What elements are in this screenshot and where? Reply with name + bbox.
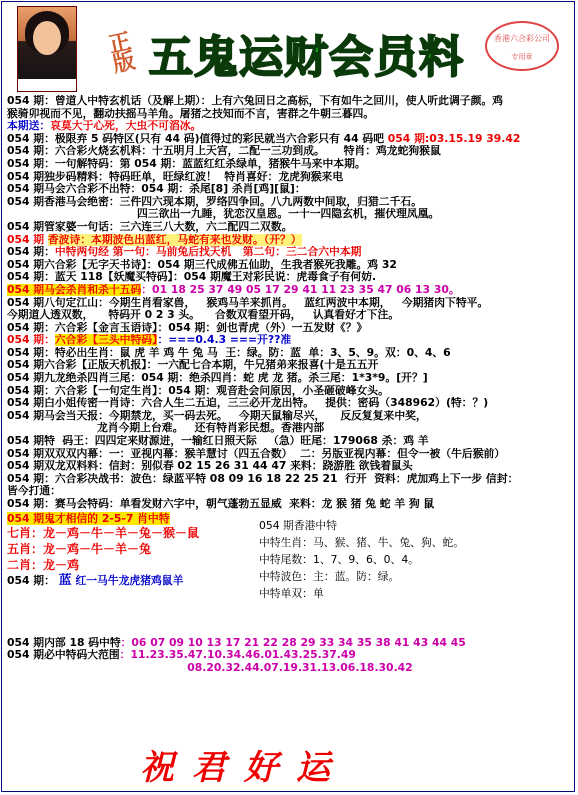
line-text: 反反复复来中奖，	[340, 409, 427, 422]
line-text: 龙肖今期上台难。	[97, 422, 184, 435]
line-title: 054 期：六合彩决战书	[7, 472, 120, 485]
line-issue: 054 期	[7, 233, 45, 246]
line-text: 行开	[345, 472, 367, 485]
line-title: 赛马会特码	[54, 498, 109, 510]
line-text: ：今期禁龙，买一码去死。	[98, 409, 228, 422]
line-text: ：054 期：观音赴会问原因，小圣砸破峰女头。	[157, 384, 389, 397]
line-6	[7, 171, 573, 184]
line-title: 054 期白小姐传密一肖诗	[7, 397, 131, 410]
line-numbers: 054 期:03.15.19 39.42	[387, 132, 521, 145]
line-24	[7, 397, 573, 410]
line-title: 054 期马会六合彩不出特	[7, 183, 131, 196]
split-block	[7, 511, 573, 637]
line-text: 香波诗：本期波色出蓝红，马蛇有来也发财。（开？）	[47, 233, 302, 246]
line-19	[7, 334, 573, 347]
line-title: 054 期独步码精料	[7, 170, 99, 183]
line-label: 本期送：	[7, 120, 51, 133]
line-text: 特肖喜好：龙虎狗猴来电	[224, 170, 344, 183]
line-issue: 054 期：	[7, 384, 55, 397]
seal-top-text: 香港六合彩公司	[494, 34, 550, 43]
line-text: 猴鸡马羊来抓肖。	[206, 296, 293, 309]
seal-bottom-text: 专用章	[511, 53, 533, 61]
line-title: 054 期六合彩【无字天书诗】	[7, 258, 147, 271]
line-8	[7, 196, 573, 209]
right-block	[259, 511, 559, 602]
line-7	[7, 183, 573, 196]
line-18	[7, 322, 573, 335]
line-26	[7, 422, 573, 435]
right-odd: 中特单双：单	[259, 586, 324, 600]
line-issue: 054 期：	[7, 334, 55, 347]
line-text: ：三六连三八大数，六二配四二双数。	[108, 220, 293, 233]
line-text: 第二句：三二合六中本期	[242, 246, 362, 259]
line-27	[7, 435, 573, 448]
bottom-title: 054 期必中特码大范围	[7, 649, 120, 662]
right-zodiac: 中特生肖：马、猴、猪、牛、兔、狗、蛇。	[259, 535, 465, 549]
line-issue: 054 期：	[7, 498, 55, 510]
line-title: 054 期八句定江山	[7, 296, 99, 309]
line-text: ：一：亚视内幕：猴羊慧讨（四五合数）	[98, 447, 293, 460]
line-3	[7, 133, 573, 146]
line-30	[7, 473, 573, 486]
line-text: 第一句：马前兔后找天机	[112, 246, 232, 259]
line-text: 来料：龙 猴 猪 兔 蛇 羊 狗 鼠	[289, 498, 435, 510]
line-text: ：四四定来财源进，一输红日照天际	[84, 435, 257, 448]
bottom-title: 054 期内部 18 码中特	[7, 636, 121, 649]
avatar	[17, 6, 77, 92]
left-blue-wave: 蓝	[58, 573, 72, 589]
line-text: ：054 期：剑也青虎（外）一五发财《？》	[157, 321, 368, 334]
left-five: 五肖：龙－鸡－牛－羊－兔	[7, 542, 152, 557]
line-31	[7, 485, 573, 498]
header	[3, 3, 574, 95]
line-title: 极限弃 5 码特区(只有 44 码)	[54, 132, 200, 145]
edition-label: 正版	[106, 28, 138, 78]
line-title: 码王	[62, 435, 85, 448]
line-text: 二：另版亚视内幕：但令一被（牛后猴前）	[299, 447, 506, 460]
line-text: ：六合人生二五迫，三三必开龙出特。	[130, 397, 315, 410]
line-issue: 054 期：	[7, 157, 55, 170]
line-2	[7, 120, 573, 133]
left-blue-text: 红一马牛龙虎猪鸡鼠羊	[75, 574, 184, 588]
line-0	[7, 95, 573, 108]
line-text: ：十五明月上天宫，二配一三功到成。	[141, 145, 325, 158]
page-title: 五鬼运财会员料	[149, 32, 464, 83]
line-text: 今期天鼠输尽兴，	[238, 409, 326, 422]
avatar-face	[33, 21, 61, 55]
line-9	[7, 208, 573, 221]
line-title: 054 期六合彩【正版天机报】	[7, 359, 147, 372]
line-text: ：第 054 期：蓝蓝红红杀绿单，猪猴牛马来中本期。	[108, 157, 366, 170]
line-issue: 054 期：	[7, 321, 55, 334]
line-14	[7, 271, 573, 284]
line-text: ：054 期：杀尾[8] 杀肖[鸡][鼠]：	[130, 183, 306, 196]
line-text: ：波色：绿蓝平特 08 09 16 18 22 25 21	[119, 472, 338, 485]
line-title: 054 期马会当天报	[7, 409, 99, 422]
line-text: 今期道人透双数，	[7, 309, 94, 322]
avatar-caption	[18, 79, 76, 91]
line-text: ：054 期：绝杀四肖：蛇 虎 龙 猪。杀三尾：1*3*9。[开？]	[130, 372, 428, 385]
line-special: 特肖：鸡龙蛇狗猴鼠	[343, 145, 441, 158]
line-title: 六合彩【三头中特码】	[54, 334, 158, 347]
line-text: 认真看好才下注。	[312, 309, 400, 322]
line-issue: 054 期：	[7, 246, 55, 259]
line-text: ：054 期魔王对彩民说：虎毒食子有何妨.	[172, 271, 377, 284]
line-text: ：054 期三代成佛五仙助，生我者猴死我雕。鸡 32	[146, 258, 397, 271]
left-blue-issue: 054 期：	[7, 574, 55, 588]
bottom-line-1	[7, 649, 573, 662]
left-block	[7, 511, 262, 590]
line-text: 值得过的彩民就当六合彩只有 44 码吧	[199, 132, 385, 145]
line-28	[7, 448, 573, 461]
line-15	[7, 284, 573, 297]
line-text: 王：绿。防：蓝	[225, 346, 301, 359]
line-4	[7, 145, 573, 158]
line-text: ：上有六兔回日之高标，下有如牛之回川，使人听此调子颜。鸡	[200, 95, 503, 107]
content	[7, 95, 573, 674]
line-text: 资料：虎加鸡上下一步 信封：	[374, 472, 519, 485]
left-seven: 七肖：龙－鸡－牛－羊－兔－猴－鼠	[7, 526, 200, 541]
line-16	[7, 297, 573, 310]
left-head	[7, 511, 262, 526]
line-text: （急）旺尾：179068 杀：鸡 羊	[268, 435, 429, 448]
line-title: 六合彩【一句定生肖】	[54, 384, 158, 397]
line-issue: 054 期：	[7, 145, 55, 158]
line-title: 特必出生肖	[54, 346, 109, 359]
line-text: ：三件四六现本期，罗络四争回。八九两数中间取，归猎二千石。	[108, 195, 422, 208]
line-title: 054 期九龙绝杀四肖三尾	[7, 372, 131, 385]
line-5	[7, 158, 573, 171]
line-text: 蓝红两波中本期，	[304, 296, 391, 309]
line-11	[7, 234, 573, 247]
line-title: 一句解特码	[54, 157, 109, 170]
footer-blessing: 祝君好运	[140, 748, 348, 788]
line-text: ：单看发财六字中，朝气蓬勃五显威	[108, 498, 282, 510]
line-title: 中特两句经	[54, 246, 109, 259]
line-10	[7, 221, 573, 234]
line-29	[7, 460, 573, 473]
line-text: ：鼠 虎 羊 鸡 牛 兔 马	[108, 346, 218, 359]
line-text: ：信封：别似春 02 15 26 31 44 47 来料：跷游胜 欲钱着鼠头	[98, 460, 413, 473]
left-head-text: 054 期鬼才相信的 2-5-7 肖中特	[7, 511, 170, 525]
line-title: 六合彩火烧玄机料	[54, 145, 142, 158]
line-title: 054 期马会杀肖和杀十五码	[7, 283, 142, 296]
line-title: 054 期双双双内幕	[7, 447, 99, 460]
line-text: 特码开 0 2 3 头。	[108, 309, 200, 322]
line-title: 054 期双龙双料料	[7, 460, 99, 473]
line-title: 六合彩【金言玉语诗】	[54, 321, 158, 334]
line-title: 曾道人中特玄机话（及解上期）	[54, 95, 201, 107]
line-text: 猴骑卯视而不见，翻动扶摇马羊角。屠猪之技知而不言，害群之牛朝三暮四。	[7, 107, 375, 120]
line-text: 哀莫大于心死，大虫不可滔冰。	[50, 120, 202, 133]
line-23	[7, 385, 573, 398]
line-title: 054 期：蓝天 118【妖魔买特码】	[7, 271, 173, 284]
line-17	[7, 309, 573, 322]
line-numbers: ：01 18 25 37 49 05 17 29 41 11 23 35 47 06 13 30。	[141, 283, 460, 296]
line-text: ：一六配七合本期，牛兄猪弟来报喜(十是五五开	[146, 359, 379, 372]
left-two: 二肖：龙－鸡	[7, 558, 80, 573]
bottom-numbers: ：11.23.35.47.10.34.46.01.43.25.37.49	[119, 649, 356, 662]
bottom-line-2: 08.20.32.44.07.19.31.13.06.18.30.42	[187, 661, 413, 674]
line-22	[7, 372, 573, 385]
right-title: 054 期香港中特	[259, 518, 338, 532]
line-issue: 054 期：	[7, 132, 55, 145]
line-text: 还有特肖彩民想。香港内部	[194, 422, 325, 435]
line-25	[7, 410, 573, 423]
line-text: ：今期生肖看家兽，	[98, 296, 196, 309]
line-12	[7, 246, 573, 259]
line-text: 皆今打通：	[7, 485, 61, 498]
bottom-numbers: ：06 07 09 10 13 17 21 22 28 29 33 34 35 38 41 43 44 45	[120, 636, 466, 649]
seal-stamp	[485, 21, 559, 71]
right-tail: 中特尾数：1、7、9、6、0、4。	[259, 552, 419, 566]
line-issue: 054 期：	[7, 95, 55, 107]
line-text: 今期猪肉下特平。	[401, 296, 489, 309]
line-title: 054 期管家婆一句话	[7, 220, 109, 233]
right-wave: 中特波色：主：蓝。防：绿。	[259, 569, 400, 583]
line-text: 提供：密码（348962）(特：？)	[325, 397, 489, 410]
line-32	[7, 498, 573, 511]
line-1	[7, 108, 573, 121]
bottom-line-0	[7, 637, 573, 650]
line-text: 单：3、5、9。双：0、4、6	[308, 346, 451, 359]
line-text: ：===0.4.3 ===开??准	[157, 334, 292, 347]
line-20	[7, 347, 573, 360]
line-text: 合数双看望开码，	[215, 309, 302, 322]
line-issue: 054 期：	[7, 346, 55, 359]
line-21	[7, 359, 573, 372]
line-text: ：特码旺单，旺绿红波！	[98, 170, 217, 183]
line-13	[7, 259, 573, 272]
line-title: 054 期香港马会绝密	[7, 195, 109, 208]
left-blue	[7, 573, 262, 589]
line-title: 054 期特	[7, 435, 55, 448]
line-text: 四三欲出一九睡，犹恋汉皇恩。一十一四隐玄机，摧伏理凤凰。	[137, 208, 440, 221]
